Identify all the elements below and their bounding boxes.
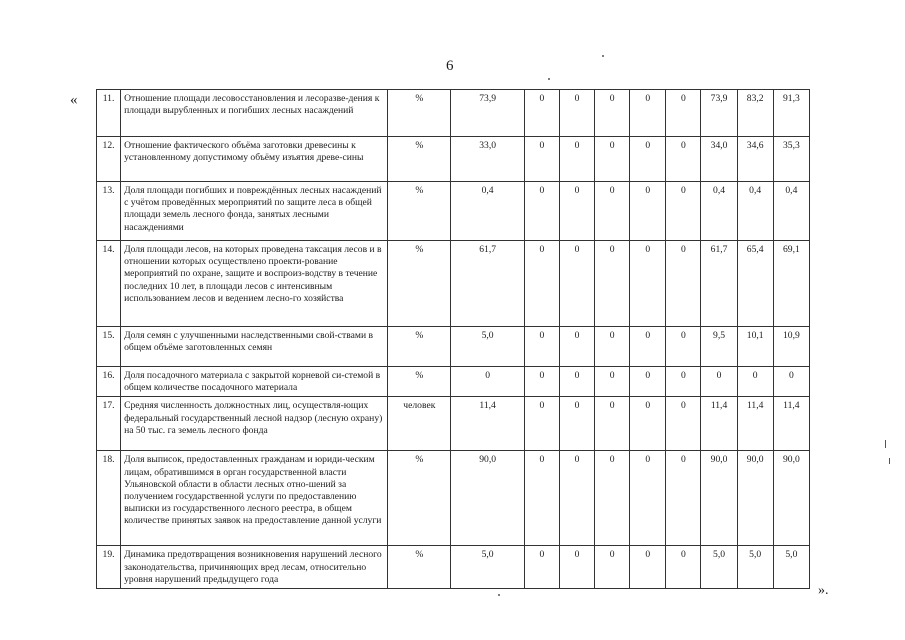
value-cell: 0 <box>595 137 630 182</box>
base-value-cell: 61,7 <box>451 241 524 327</box>
scan-speck <box>548 78 550 80</box>
row-number: 14. <box>97 241 121 327</box>
value-cell: 0 <box>595 327 630 367</box>
value-cell: 0 <box>630 182 666 241</box>
unit-cell: % <box>388 327 451 367</box>
indicator-description: Доля семян с улучшенными наследственными свой-ствами в общем объёме заготовленных семян <box>121 327 388 367</box>
unit-cell: % <box>388 137 451 182</box>
value-cell: 69,1 <box>773 241 809 327</box>
table-body <box>97 90 810 589</box>
indicators-table <box>96 89 810 589</box>
row-number: 13. <box>97 182 121 241</box>
unit-cell: человек <box>388 397 451 451</box>
value-cell: 0 <box>666 182 701 241</box>
value-cell: 0 <box>524 90 559 137</box>
indicator-description: Доля выписок, предоставленных гражданам и юриди-ческим лицам, обратившимся в орган государственной власти Ульяновской области в области лесных отно-шений за получением государственной услуги по предоставлению выписки из государственного лесного реестра, в общем количестве принятых заявок на предоставление данной услуги <box>121 451 388 546</box>
value-cell: 0 <box>666 137 701 182</box>
value-cell: 0 <box>773 367 809 397</box>
value-cell: 0 <box>630 137 666 182</box>
value-cell: 0 <box>524 367 559 397</box>
scan-speck <box>602 55 604 57</box>
value-cell: 0 <box>666 241 701 327</box>
indicator-description: Отношение площади лесовосстановления и лесоразве-дения к площади вырубленных и погибших лесных насаждений <box>121 90 388 137</box>
base-value-cell: 11,4 <box>451 397 524 451</box>
value-cell: 35,3 <box>773 137 809 182</box>
value-cell: 9,5 <box>701 327 737 367</box>
table-row <box>97 546 810 589</box>
row-number: 16. <box>97 367 121 397</box>
base-value-cell: 5,0 <box>451 327 524 367</box>
table-row <box>97 367 810 397</box>
indicator-description: Доля посадочного материала с закрытой корневой си-стемой в общем количестве посадочного материала <box>121 367 388 397</box>
value-cell: 5,0 <box>701 546 737 589</box>
value-cell: 5,0 <box>773 546 809 589</box>
value-cell: 83,2 <box>737 90 773 137</box>
table-row <box>97 182 810 241</box>
value-cell: 0 <box>595 546 630 589</box>
value-cell: 0 <box>595 90 630 137</box>
table-row <box>97 327 810 367</box>
closing-quote: ». <box>818 583 829 598</box>
row-number: 18. <box>97 451 121 546</box>
unit-cell: % <box>388 241 451 327</box>
value-cell: 0 <box>666 327 701 367</box>
value-cell: 0 <box>630 397 666 451</box>
value-cell: 34,6 <box>737 137 773 182</box>
base-value-cell: 90,0 <box>451 451 524 546</box>
value-cell: 0 <box>666 546 701 589</box>
base-value-cell: 5,0 <box>451 546 524 589</box>
indicator-description: Динамика предотвращения возникновения нарушений лесного законодательства, причиняющих вред лесам, относительно уровня нарушений предыдущего года <box>121 546 388 589</box>
table-row <box>97 137 810 182</box>
value-cell: 11,4 <box>773 397 809 451</box>
row-number: 11. <box>97 90 121 137</box>
value-cell: 0 <box>630 241 666 327</box>
value-cell: 11,4 <box>701 397 737 451</box>
value-cell: 91,3 <box>773 90 809 137</box>
row-number: 12. <box>97 137 121 182</box>
value-cell: 0 <box>630 367 666 397</box>
value-cell: 0 <box>524 546 559 589</box>
value-cell: 0 <box>524 451 559 546</box>
value-cell: 0 <box>524 241 559 327</box>
value-cell: 0 <box>595 367 630 397</box>
base-value-cell: 0 <box>451 367 524 397</box>
row-number: 17. <box>97 397 121 451</box>
indicator-description: Доля площади лесов, на которых проведена таксация лесов и в отношении которых осуществлено проекти-рование мероприятий по охране, защите и воспроиз-водству в течение последних 10 лет, в площади лесов с интенсивным использованием лесов и ведением лесно-го хозяйства <box>121 241 388 327</box>
value-cell: 0 <box>666 90 701 137</box>
value-cell: 0 <box>559 90 594 137</box>
value-cell: 0 <box>559 451 594 546</box>
table-row <box>97 241 810 327</box>
indicator-description: Доля площади погибших и повреждённых лесных насаждений с учётом проведённых мероприятий по защите леса в общей площади земель лесного фонда, занятых лесными насаждениями <box>121 182 388 241</box>
scan-speck <box>498 594 500 596</box>
row-number: 15. <box>97 327 121 367</box>
value-cell: 0 <box>524 137 559 182</box>
value-cell: 0 <box>630 327 666 367</box>
value-cell: 0,4 <box>773 182 809 241</box>
value-cell: 0 <box>630 546 666 589</box>
indicator-description: Средняя численность должностных лиц, осуществля-ющих федеральный государственный лесной надзор (лесную охрану) на 50 тыс. га земель лесного фонда <box>121 397 388 451</box>
unit-cell: % <box>388 451 451 546</box>
value-cell: 10,9 <box>773 327 809 367</box>
value-cell: 0 <box>595 182 630 241</box>
value-cell: 11,4 <box>737 397 773 451</box>
value-cell: 0 <box>559 182 594 241</box>
value-cell: 10,1 <box>737 327 773 367</box>
table-row <box>97 451 810 546</box>
value-cell: 0 <box>559 397 594 451</box>
value-cell: 0 <box>630 451 666 546</box>
value-cell: 0 <box>524 327 559 367</box>
value-cell: 61,7 <box>701 241 737 327</box>
row-number: 19. <box>97 546 121 589</box>
value-cell: 0 <box>559 367 594 397</box>
value-cell: 90,0 <box>773 451 809 546</box>
unit-cell: % <box>388 546 451 589</box>
value-cell: 0 <box>559 241 594 327</box>
value-cell: 0 <box>595 451 630 546</box>
scan-speck <box>885 440 886 448</box>
value-cell: 0 <box>666 451 701 546</box>
value-cell: 0 <box>524 182 559 241</box>
base-value-cell: 33,0 <box>451 137 524 182</box>
value-cell: 0,4 <box>737 182 773 241</box>
indicator-description: Отношение фактического объёма заготовки древесины к установленному допустимому объёму изъятия древе-сины <box>121 137 388 182</box>
table-row <box>97 397 810 451</box>
value-cell: 34,0 <box>701 137 737 182</box>
unit-cell: % <box>388 367 451 397</box>
base-value-cell: 73,9 <box>451 90 524 137</box>
value-cell: 0,4 <box>701 182 737 241</box>
value-cell: 0 <box>595 241 630 327</box>
unit-cell: % <box>388 182 451 241</box>
value-cell: 90,0 <box>737 451 773 546</box>
value-cell: 0 <box>630 90 666 137</box>
table-row <box>97 90 810 137</box>
value-cell: 0 <box>666 397 701 451</box>
value-cell: 0 <box>524 397 559 451</box>
value-cell: 0 <box>559 137 594 182</box>
base-value-cell: 0,4 <box>451 182 524 241</box>
value-cell: 73,9 <box>701 90 737 137</box>
page-number: 6 <box>446 58 454 74</box>
opening-quote: « <box>70 92 78 108</box>
unit-cell: % <box>388 90 451 137</box>
value-cell: 0 <box>701 367 737 397</box>
value-cell: 0 <box>737 367 773 397</box>
value-cell: 0 <box>559 327 594 367</box>
value-cell: 65,4 <box>737 241 773 327</box>
scan-speck <box>889 458 890 464</box>
value-cell: 0 <box>595 397 630 451</box>
value-cell: 0 <box>559 546 594 589</box>
value-cell: 5,0 <box>737 546 773 589</box>
value-cell: 0 <box>666 367 701 397</box>
value-cell: 90,0 <box>701 451 737 546</box>
